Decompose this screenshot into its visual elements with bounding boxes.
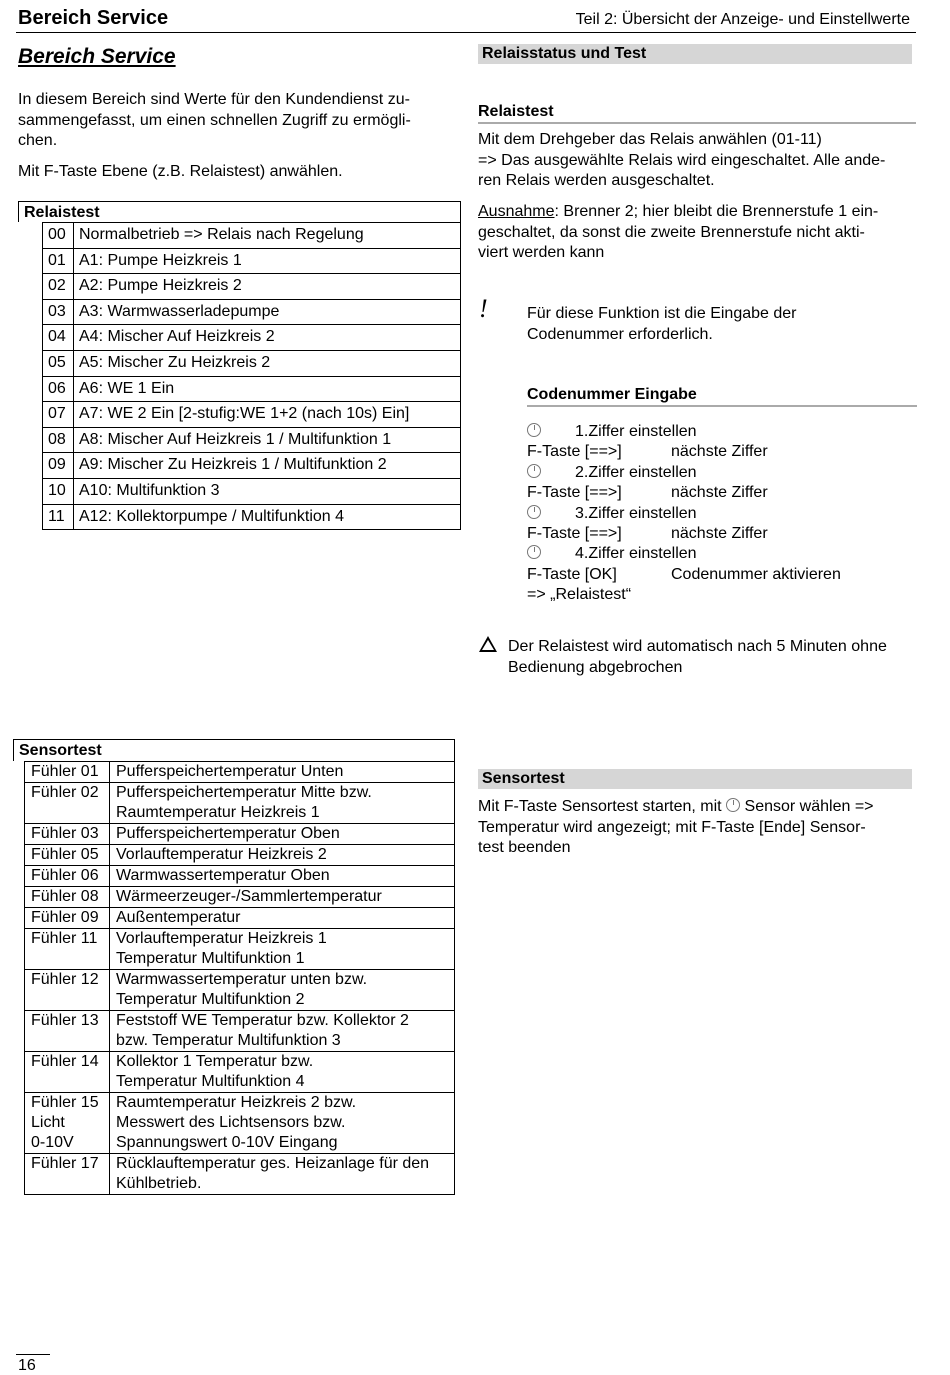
rotary-knob-icon <box>527 423 541 437</box>
sensor-description: Rücklauftemperatur ges. Heizanlage für den Kühlbetrieb. <box>110 1154 455 1195</box>
sensor-description: Raumtemperatur Heizkreis 2 bzw. Messwert des Lichtsensors bzw. Spannungswert 0-10V Eingang <box>110 1093 455 1154</box>
text-line: => Das ausgewählte Relais wird eingeschaltet. Alle ande- <box>478 151 886 169</box>
key-label: F-Taste [==>] <box>527 443 622 461</box>
key-label: F-Taste [==>] <box>527 524 622 542</box>
rotary-knob-icon <box>527 464 541 478</box>
relais-row <box>43 299 461 325</box>
relais-number: 04 <box>43 325 74 351</box>
exception-paragraph <box>478 202 918 264</box>
warning-icon <box>479 636 497 657</box>
text-line: Temperatur wird angezeigt; mit F-Taste [Ende] Sensor- <box>478 818 866 836</box>
sensor-table-block <box>13 739 455 1195</box>
sensor-row <box>25 845 455 866</box>
sensor-label: Fühler 11 <box>25 929 110 970</box>
relais-number: 08 <box>43 427 74 453</box>
relaistest-subheading: Relaistest <box>478 102 916 124</box>
relais-row <box>43 478 461 504</box>
relais-row <box>43 223 461 249</box>
relais-description: A12: Kollektorpumpe / Multifunktion 4 <box>74 504 461 530</box>
sensor-description: Warmwassertemperatur Oben <box>110 866 455 887</box>
relais-description: A9: Mischer Zu Heizkreis 1 / Multifunktion 2 <box>74 453 461 479</box>
text-segment: Mit F-Taste Sensortest starten, mit <box>478 798 722 815</box>
sensor-description: Wärmeerzeuger-/Sammlertemperatur <box>110 887 455 908</box>
rotary-knob-icon <box>527 505 541 519</box>
page-number: 16 <box>18 1357 36 1374</box>
sensor-row <box>25 1052 455 1093</box>
code-step-dial <box>527 504 917 524</box>
sensor-description: Warmwassertemperatur unten bzw. Temperatur Multifunktion 2 <box>110 970 455 1011</box>
sensor-label: Fühler 03 <box>25 824 110 845</box>
relais-number: 07 <box>43 402 74 428</box>
sensor-description: Vorlauftemperatur Heizkreis 1 Temperatur Multifunktion 1 <box>110 929 455 970</box>
code-step-dial <box>527 544 917 564</box>
relais-description: A1: Pumpe Heizkreis 1 <box>74 248 461 274</box>
relais-row <box>43 427 461 453</box>
sensor-row <box>25 1154 455 1195</box>
sensortest-heading: Sensortest <box>478 769 912 789</box>
intro-line: sammengefasst, um einen schnellen Zugriff zu ermögli- <box>18 111 411 129</box>
sensor-row <box>25 929 455 970</box>
relais-description: A10: Multifunktion 3 <box>74 478 461 504</box>
code-step-key <box>527 524 917 544</box>
relais-number: 06 <box>43 376 74 402</box>
intro-line: chen. <box>18 132 58 149</box>
sensor-label: Fühler 09 <box>25 908 110 929</box>
sensor-label: Fühler 15 Licht 0-10V <box>25 1093 110 1154</box>
relais-description: A5: Mischer Zu Heizkreis 2 <box>74 350 461 376</box>
sensor-description: Kollektor 1 Temperatur bzw. Temperatur Multifunktion 4 <box>110 1052 455 1093</box>
notice-text <box>527 304 917 345</box>
dial-instruction: 3.Ziffer einstellen <box>575 504 697 522</box>
relais-table-block <box>18 201 461 530</box>
code-entry-heading: Codenummer Eingabe <box>527 385 917 407</box>
sensor-row <box>25 1093 455 1154</box>
sensor-row <box>25 762 455 783</box>
intro-paragraph <box>18 90 448 182</box>
relais-number: 03 <box>43 299 74 325</box>
relais-row <box>43 402 461 428</box>
text-line: Bedienung abgebrochen <box>508 658 683 676</box>
relais-number: 01 <box>43 248 74 274</box>
footer-divider <box>16 1354 50 1355</box>
relais-number: 02 <box>43 274 74 300</box>
sensor-label: Fühler 08 <box>25 887 110 908</box>
relais-number: 09 <box>43 453 74 479</box>
relais-number: 10 <box>43 478 74 504</box>
sensor-row <box>25 783 455 824</box>
relais-number: 05 <box>43 350 74 376</box>
key-action: nächste Ziffer <box>671 524 768 542</box>
dial-instruction: 2.Ziffer einstellen <box>575 463 697 481</box>
relais-row <box>43 453 461 479</box>
warning-text <box>508 637 918 678</box>
relais-row <box>43 376 461 402</box>
exception-text: : Brenner 2; hier bleibt die Brennerstufe 1 ein- <box>554 203 879 220</box>
sensor-label: Fühler 06 <box>25 866 110 887</box>
header-section-title: Bereich Service <box>18 7 169 29</box>
key-label: F-Taste [==>] <box>527 484 622 502</box>
sensor-description: Feststoff WE Temperatur bzw. Kollektor 2 bzw. Temperatur Multifunktion 3 <box>110 1011 455 1052</box>
text-line: Codenummer erforderlich. <box>527 325 713 343</box>
sensor-description: Pufferspeichertemperatur Oben <box>110 824 455 845</box>
sensor-label: Fühler 17 <box>25 1154 110 1195</box>
dial-instruction: 4.Ziffer einstellen <box>575 545 697 563</box>
intro-instruction: Mit F-Taste Ebene (z.B. Relaistest) anwählen. <box>18 162 343 180</box>
sensor-label: Fühler 02 <box>25 783 110 824</box>
relais-row <box>43 350 461 376</box>
sensor-label: Fühler 14 <box>25 1052 110 1093</box>
key-label: F-Taste [OK] <box>527 565 617 583</box>
code-entry-result: => „Relaistest“ <box>527 586 632 604</box>
relais-table <box>42 222 461 530</box>
header-part-title: Teil 2: Übersicht der Anzeige- und Einstellwerte <box>575 11 910 28</box>
sensor-row <box>25 824 455 845</box>
relaisstatus-heading: Relaisstatus und Test <box>478 44 912 64</box>
relais-description: A7: WE 2 Ein [2-stufig:WE 1+2 (nach 10s) Ein] <box>74 402 461 428</box>
sensor-row <box>25 887 455 908</box>
sensor-description: Pufferspeichertemperatur Unten <box>110 762 455 783</box>
sensor-label: Fühler 01 <box>25 762 110 783</box>
relais-description: A8: Mischer Auf Heizkreis 1 / Multifunktion 1 <box>74 427 461 453</box>
text-line: geschaltet, da sonst die zweite Brennerstufe nicht akti- <box>478 223 865 241</box>
exclamation-icon: ! <box>479 294 488 323</box>
code-step-key <box>527 442 917 462</box>
sensor-row <box>25 970 455 1011</box>
code-step-dial <box>527 463 917 483</box>
sensor-table <box>24 761 455 1195</box>
rotary-knob-icon <box>527 545 541 559</box>
sensortest-description <box>478 797 918 859</box>
code-entry-steps <box>527 422 917 606</box>
text-segment: Sensor wählen => <box>744 798 874 815</box>
code-step-key <box>527 565 917 585</box>
rotary-knob-icon <box>726 798 740 812</box>
sensor-label: Fühler 05 <box>25 845 110 866</box>
sensor-row <box>25 866 455 887</box>
header-divider <box>16 32 916 33</box>
relais-description: A4: Mischer Auf Heizkreis 2 <box>74 325 461 351</box>
page-title: Bereich Service <box>18 45 176 68</box>
relais-number: 11 <box>43 504 74 530</box>
relais-description: A3: Warmwasserladepumpe <box>74 299 461 325</box>
text-line: test beenden <box>478 839 571 856</box>
relais-row <box>43 248 461 274</box>
text-line: Für diese Funktion ist die Eingabe der <box>527 305 797 322</box>
key-action: nächste Ziffer <box>671 484 768 502</box>
code-step-key <box>527 483 917 503</box>
sensor-table-title: Sensortest <box>13 739 455 761</box>
relais-row <box>43 504 461 530</box>
sensor-description: Außentemperatur <box>110 908 455 929</box>
relais-row <box>43 325 461 351</box>
text-line: viert werden kann <box>478 244 605 261</box>
sensor-description: Vorlauftemperatur Heizkreis 2 <box>110 845 455 866</box>
relais-row <box>43 274 461 300</box>
code-step-dial <box>527 422 917 442</box>
sensor-label: Fühler 12 <box>25 970 110 1011</box>
relaistest-description <box>478 130 918 192</box>
text-line: Mit dem Drehgeber das Relais anwählen (01-11) <box>478 131 822 148</box>
key-action: Codenummer aktivieren <box>671 565 841 583</box>
sensor-label: Fühler 13 <box>25 1011 110 1052</box>
sensor-description: Pufferspeichertemperatur Mitte bzw. Raumtemperatur Heizkreis 1 <box>110 783 455 824</box>
sensor-row <box>25 908 455 929</box>
text-line: Der Relaistest wird automatisch nach 5 Minuten ohne <box>508 638 887 655</box>
text-line: ren Relais werden ausgeschaltet. <box>478 172 715 189</box>
relais-description: Normalbetrieb => Relais nach Regelung <box>74 223 461 249</box>
relais-number: 00 <box>43 223 74 249</box>
dial-instruction: 1.Ziffer einstellen <box>575 423 697 440</box>
relais-table-title: Relaistest <box>18 201 461 222</box>
relais-description: A6: WE 1 Ein <box>74 376 461 402</box>
intro-line: In diesem Bereich sind Werte für den Kundendienst zu- <box>18 91 410 108</box>
relais-description: A2: Pumpe Heizkreis 2 <box>74 274 461 300</box>
sensor-row <box>25 1011 455 1052</box>
exception-label: Ausnahme <box>478 203 555 220</box>
key-action: nächste Ziffer <box>671 443 768 461</box>
